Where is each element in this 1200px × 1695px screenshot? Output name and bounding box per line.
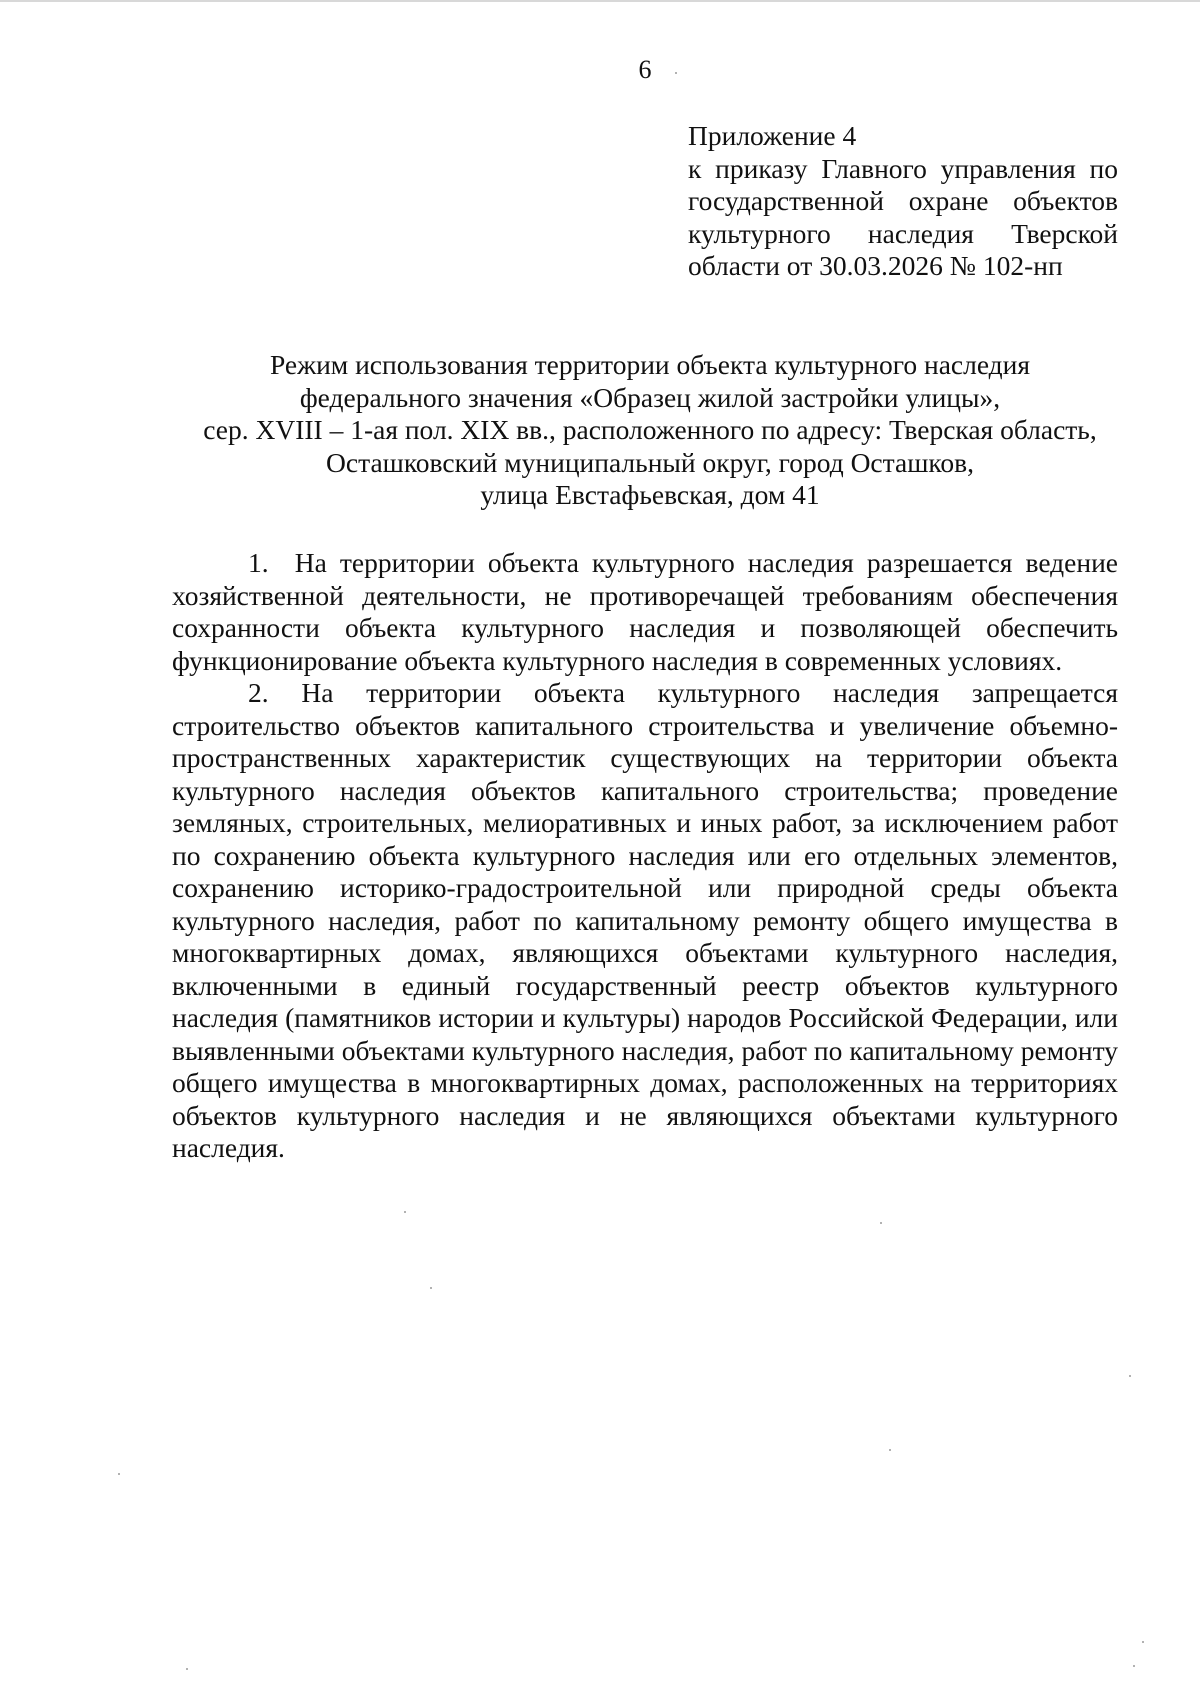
appendix-line: культурного наследия Тверской bbox=[688, 217, 1118, 249]
scan-speck bbox=[1129, 1375, 1131, 1377]
appendix-line: государственной охране объектов bbox=[688, 185, 1118, 216]
appendix-header bbox=[688, 120, 1118, 283]
scan-edge bbox=[0, 0, 1200, 2]
document-body bbox=[172, 547, 1118, 1165]
appendix-order-date: области от 30.03.2026 № 102-нп bbox=[688, 250, 1063, 281]
scan-speck bbox=[186, 1668, 188, 1670]
title-line: Режим использования территории объекта культурного наследия bbox=[269, 349, 1031, 380]
scan-speck bbox=[1142, 1641, 1144, 1643]
page-number: 6 bbox=[638, 55, 652, 84]
appendix-title: Приложение 4 bbox=[688, 120, 857, 151]
list-item bbox=[172, 547, 1118, 677]
scan-speck bbox=[889, 1449, 891, 1451]
title-line: улица Евстафьевская, дом 41 bbox=[480, 479, 820, 510]
title-line: Осташковский муниципальный округ, город Осташков, bbox=[326, 446, 974, 478]
scan-speck bbox=[430, 1287, 432, 1289]
item-text: На территории объекта культурного наследия запрещается строительство объектов капитального строительства и увеличение объемно-пространственных характеристик существующих на территории объекта культурного наследия объектов капитального строительства; проведение земляных, строительных, мелиоративных и иных работ, за исключением работ по сохранению объекта культурного наследия или его отдельных элементов, сохранению историко-градостроительной или природной среды объекта культурного наследия, работ по капитальному ремонту общего имущества в многоквартирных домах, являющихся объектами культурного наследия, включенными в единый государственный реестр объектов культурного наследия (памятников истории и культуры) народов Российской Федерации, или выявленными объектами культурного наследия, работ по капитальному ремонту общего имущества в многоквартирных домах, расположенных на территориях объектов культурного наследия и не являющихся объектами культурного наследия. bbox=[172, 677, 1118, 1163]
item-number: 2. bbox=[248, 677, 269, 708]
item-text: На территории объекта культурного наследия разрешается ведение хозяйственной деятельности, не противоречащей требованиям обеспечения сохранности объекта культурного наследия и позволяющей обеспечить функционирование объекта культурного наследия в современных условиях. bbox=[172, 547, 1118, 676]
scan-speck bbox=[880, 1222, 882, 1224]
scan-speck bbox=[118, 1473, 120, 1475]
scan-speck bbox=[404, 1211, 406, 1213]
appendix-line: к приказу Главного управления по bbox=[688, 152, 1118, 184]
title-line: федерального значения «Образец жилой застройки улицы», bbox=[299, 381, 1001, 413]
item-number: 1. bbox=[248, 547, 269, 578]
scan-speck bbox=[675, 72, 677, 74]
scan-speck bbox=[1133, 1665, 1135, 1667]
list-item bbox=[172, 677, 1118, 1165]
document-title bbox=[140, 349, 1160, 512]
title-line: сер. XVIII – 1-ая пол. XIX вв., расположенного по адресу: Тверская область, bbox=[203, 414, 1097, 445]
